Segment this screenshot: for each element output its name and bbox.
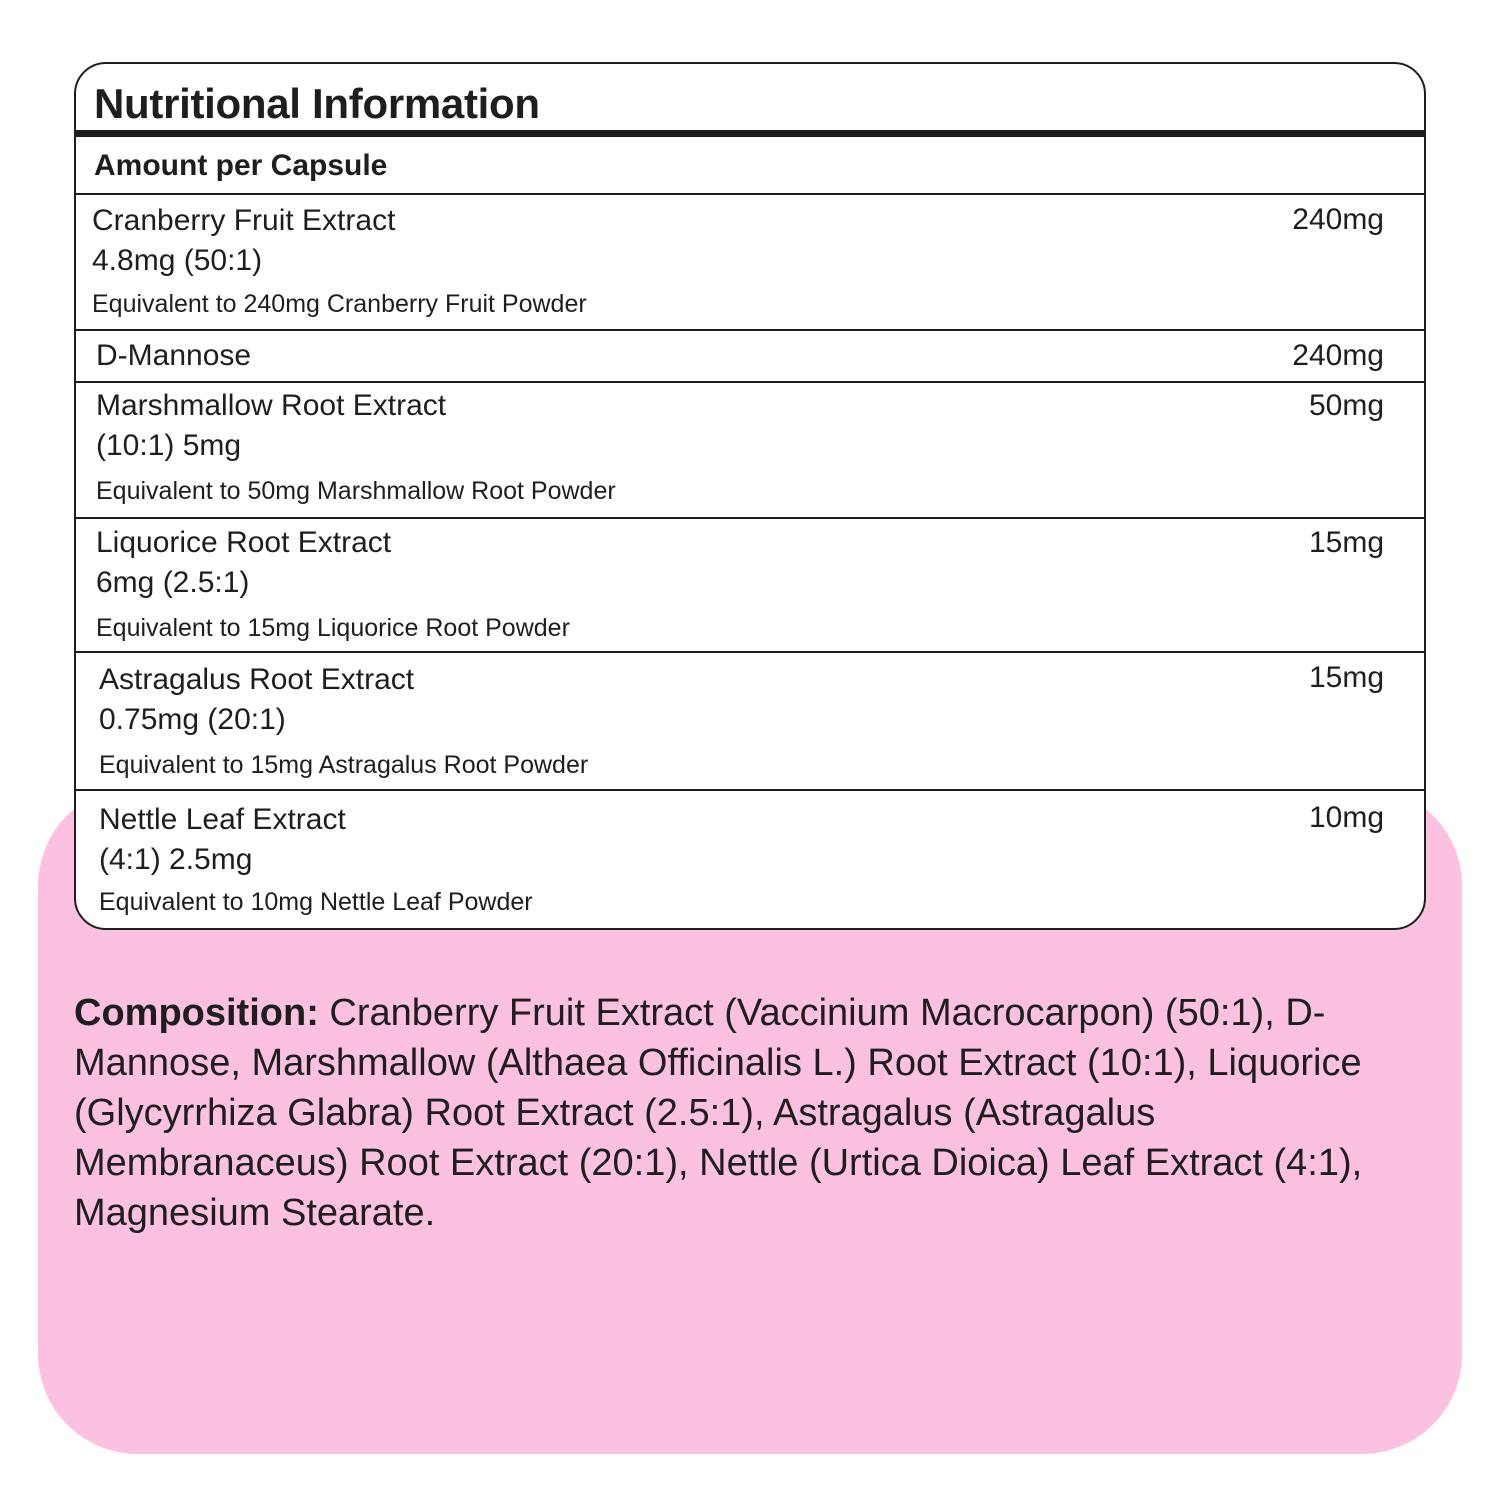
ingredient-detail: 6mg (2.5:1) (96, 566, 250, 599)
ingredient-name: D-Mannose (96, 339, 252, 372)
ingredient-row-liquorice (76, 519, 1424, 651)
ingredient-name: Cranberry Fruit Extract (92, 204, 396, 237)
title-divider (76, 130, 1424, 137)
ingredient-detail: (4:1) 2.5mg (99, 843, 253, 876)
ingredient-row-nettle (76, 791, 1424, 927)
ingredient-name: Marshmallow Root Extract (96, 389, 447, 422)
ingredient-amount: 15mg (1308, 526, 1384, 559)
ingredient-row-marshmallow (76, 383, 1424, 518)
ingredient-detail: 0.75mg (20:1) (99, 703, 286, 736)
composition-text: Cranberry Fruit Extract (Vaccinium Macrocarpon) (50:1), D-Mannose, Marshmallow (Althaea Officinalis L.) Root Extract (10:1), Liquorice (Glycyrrhiza Glabra) Root Extract (2.5:1), Astragalus (Astragalus Membranaceus) Root Extract (20:1), Nettle (Urtica Dioica) Leaf Extract (4:1), Magnesium Stearate. (74, 992, 1363, 1234)
ingredient-amount: 240mg (1292, 203, 1384, 236)
amount-per-capsule-header: Amount per Capsule (94, 149, 388, 182)
ingredient-amount: 15mg (1308, 661, 1384, 694)
ingredient-amount: 240mg (1292, 339, 1384, 372)
ingredient-name: Liquorice Root Extract (96, 526, 392, 559)
ingredient-row-cranberry (76, 195, 1424, 330)
ingredient-detail: 4.8mg (50:1) (92, 244, 263, 277)
ingredient-detail: (10:1) 5mg (96, 429, 242, 462)
ingredient-name: Astragalus Root Extract (99, 663, 415, 696)
ingredient-amount: 10mg (1308, 801, 1384, 834)
ingredient-row-d-mannose (76, 331, 1424, 381)
ingredient-equivalent: Equivalent to 15mg Liquorice Root Powder (96, 614, 570, 642)
nutrition-table (74, 62, 1426, 930)
table-title: Nutritional Information (94, 80, 540, 127)
ingredient-equivalent: Equivalent to 10mg Nettle Leaf Powder (99, 888, 533, 916)
ingredient-equivalent: Equivalent to 15mg Astragalus Root Powder (99, 751, 589, 779)
ingredient-row-astragalus (76, 653, 1424, 789)
composition-label: Composition: (74, 992, 319, 1034)
ingredient-equivalent: Equivalent to 50mg Marshmallow Root Powder (96, 477, 616, 505)
composition-paragraph (74, 988, 1424, 1238)
ingredient-amount: 50mg (1308, 389, 1384, 422)
ingredient-equivalent: Equivalent to 240mg Cranberry Fruit Powder (92, 290, 587, 318)
ingredient-name: Nettle Leaf Extract (99, 803, 346, 836)
